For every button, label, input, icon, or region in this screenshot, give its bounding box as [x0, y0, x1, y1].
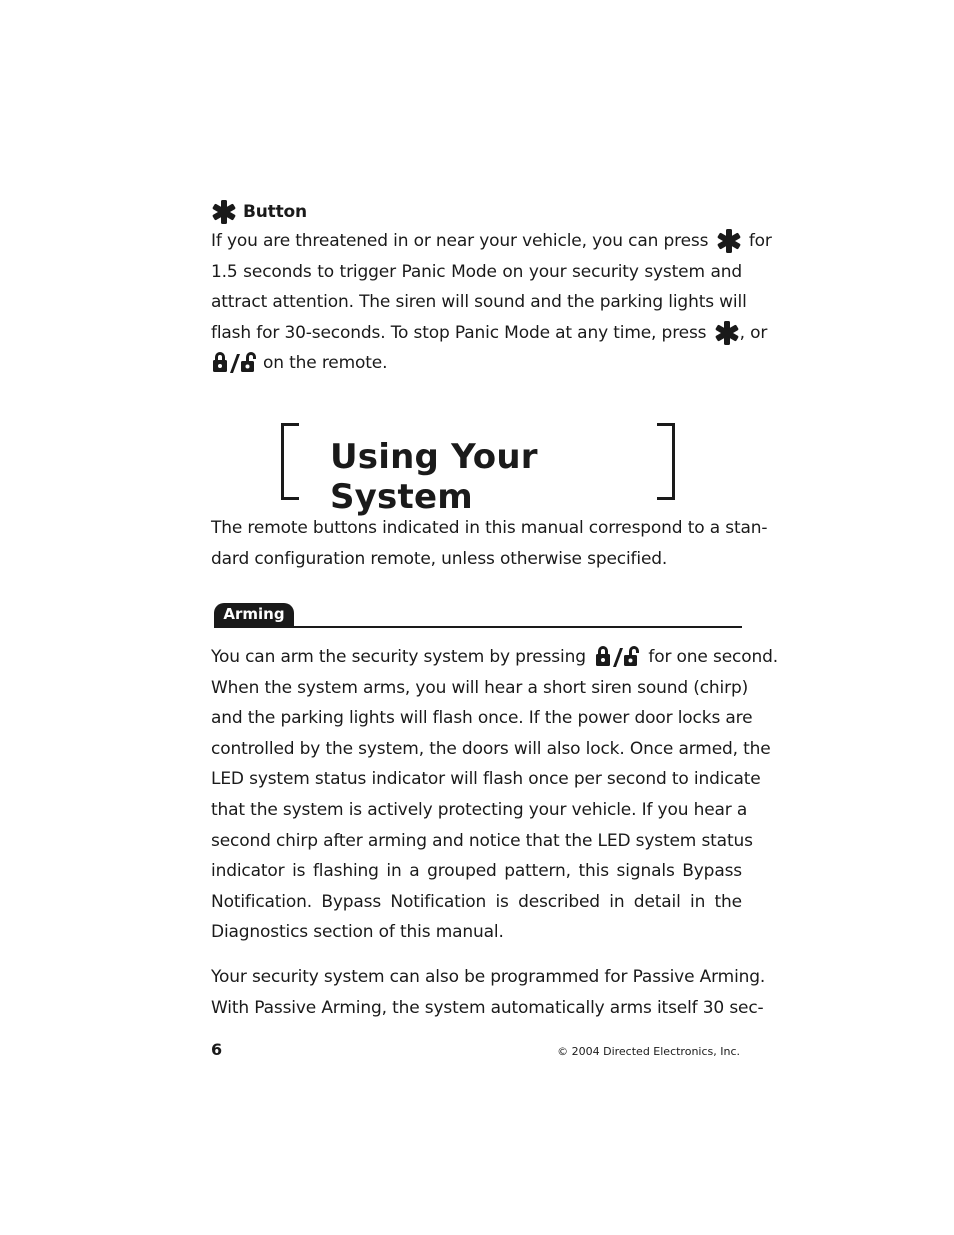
text-line: and the parking lights will flash once. If the power door locks are	[211, 708, 753, 729]
text-fragment: If you are threatened in or near your vehicle, you can press	[211, 231, 709, 251]
right-bracket	[657, 423, 675, 500]
text-line: second chirp after arming and notice that the LED system status	[211, 830, 753, 851]
text-line	[211, 348, 742, 379]
section-title-box	[281, 423, 675, 517]
asterisk-icon	[211, 199, 237, 225]
text-fragment: for	[748, 231, 772, 251]
text-line: 1.5 seconds to trigger Panic Mode on your security system and	[211, 261, 742, 282]
panic-paragraph	[211, 226, 772, 379]
asterisk-icon	[714, 320, 740, 346]
text-line: Your security system can also be programmed for Passive Arming.	[211, 967, 766, 987]
text-line: controlled by the system, the doors will also lock. Once armed, the	[211, 738, 771, 759]
left-bracket	[281, 423, 299, 500]
text-line	[211, 226, 772, 257]
text-fragment: , or	[739, 322, 768, 343]
arming-tab: Arming	[214, 603, 294, 627]
text-line: Diagnostics section of this manual.	[211, 922, 504, 943]
text-line: LED system status indicator will flash once per second to indicate	[211, 769, 761, 790]
text-line: dard configuration remote, unless otherwise specified.	[211, 548, 668, 569]
text-fragment: on the remote.	[263, 353, 388, 374]
text-line: With Passive Arming, the system automatically arms itself 30 sec-	[211, 997, 764, 1018]
text-fragment: flash for 30-seconds. To stop Panic Mode at any time, press	[211, 322, 707, 343]
passive-arming-paragraph	[211, 962, 766, 1023]
text-line	[211, 318, 768, 349]
text-fragment: You can arm the security system by pressing	[211, 647, 586, 667]
lock-unlock-icon	[211, 351, 257, 375]
text-line: Notification. Bypass Notification is described in detail in the	[211, 891, 742, 912]
section-title: Using Your System	[330, 437, 538, 517]
text-line: attract attention. The siren will sound and the parking lights will	[211, 292, 747, 313]
text-line	[211, 642, 778, 673]
text-line: indicator is flashing in a grouped pattern, this signals Bypass	[211, 861, 742, 882]
panic-button-heading	[211, 199, 307, 225]
intro-paragraph	[211, 513, 768, 574]
lock-unlock-icon	[594, 645, 640, 669]
section-rule	[214, 626, 742, 628]
page-number: 6	[211, 1040, 223, 1059]
arming-paragraph	[211, 642, 778, 948]
text-line: When the system arms, you will hear a short siren sound (chirp)	[211, 677, 749, 698]
manual-page	[211, 0, 778, 1235]
asterisk-icon	[716, 228, 742, 254]
panic-heading-label: Button	[243, 202, 307, 222]
copyright-notice: © 2004 Directed Electronics, Inc.	[557, 1045, 740, 1058]
text-fragment: for one second.	[648, 647, 778, 667]
arming-section-header	[211, 601, 742, 628]
text-line: The remote buttons indicated in this manual correspond to a stan-	[211, 518, 768, 538]
text-line: that the system is actively protecting your vehicle. If you hear a	[211, 799, 748, 820]
